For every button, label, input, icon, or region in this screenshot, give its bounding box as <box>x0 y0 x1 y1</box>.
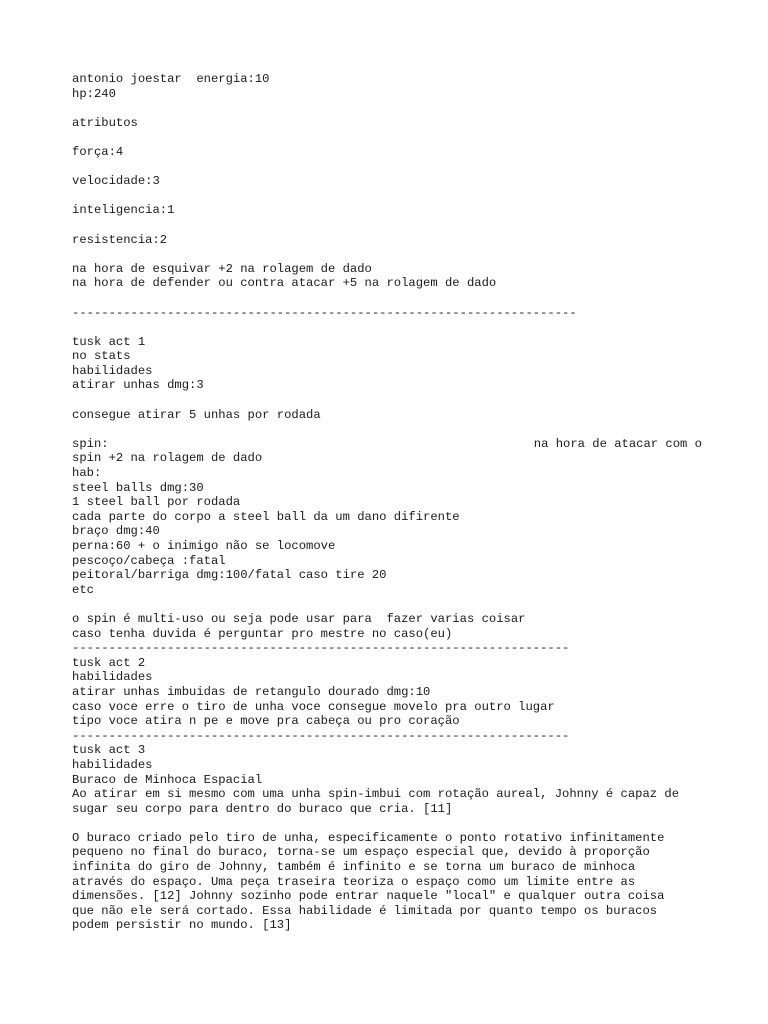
spin-bonus: spin +2 na rolagem de dado <box>72 451 263 466</box>
act3-wormhole-title: Buraco de Minhoca Espacial <box>72 772 263 787</box>
act2-example: tipo voce atira n pe e move pra cabeça ou pro coração <box>72 714 460 729</box>
divider-3: -------------------------------------------------------------------- <box>72 728 570 743</box>
act2-heading: tusk act 2 <box>72 655 146 670</box>
spin-label: spin: <box>72 436 109 451</box>
hp-line: hp:240 <box>72 86 116 101</box>
act3-para2-line4: através do espaço. Uma peça traseira teoriza o espaço como um limite entre as <box>72 874 636 889</box>
act3-para1-line1: Ao atirar em si mesmo com uma unha spin-imbui com rotação aureal, Johnny é capaz de <box>72 787 680 802</box>
act1-heading: tusk act 1 <box>72 334 146 349</box>
spin-multi-use-note: o spin é multi-uso ou seja pode usar para fazer varias coisar <box>72 611 526 626</box>
divider-2: -------------------------------------------------------------------- <box>72 641 570 656</box>
act1-abilities-heading: habilidades <box>72 363 153 378</box>
neck-head-damage: pescoço/cabeça :fatal <box>72 553 226 568</box>
act3-para2-line6: que não ele será cortado. Essa habilidade é limitada por quanto tempo os buracos <box>72 903 658 918</box>
etc-line: etc <box>72 582 94 597</box>
steel-ball-per-round: 1 steel ball por rodada <box>72 495 241 510</box>
steel-balls-dmg: steel balls dmg:30 <box>72 480 204 495</box>
act1-nails-per-round: consegue atirar 5 unhas por rodada <box>72 407 321 422</box>
act2-move-shot: caso voce erre o tiro de unha voce consegue movelo pra outro lugar <box>72 699 555 714</box>
act3-para2-line7: podem persistir no mundo. [13] <box>72 918 292 933</box>
act3-para2-line5: dimensões. [12] Johnny sozinho pode entrar naquele "local" e qualquer outra coisa <box>72 889 665 904</box>
act3-para2-line1: O buraco criado pelo tiro de unha, especificamente o ponto rotativo infinitamente <box>72 830 665 845</box>
ask-master-note: caso tenha duvida é perguntar pro mestre no caso(eu) <box>72 626 453 641</box>
act2-abilities-heading: habilidades <box>72 670 153 685</box>
act3-para2-line3: infinita do giro de Johnny, também é infinito e se torna um buraco de minhoca <box>72 860 636 875</box>
chest-belly-damage: peitoral/barriga dmg:100/fatal caso tire 20 <box>72 568 387 583</box>
attr-intelligence: inteligencia:1 <box>72 203 175 218</box>
act1-ability-nails: atirar unhas dmg:3 <box>72 378 204 393</box>
spin-attack-note: na hora de atacar com o <box>533 436 702 451</box>
act2-golden-nails: atirar unhas imbuidas de retangulo dourado dmg:10 <box>72 684 431 699</box>
attr-strength: força:4 <box>72 144 124 159</box>
act3-abilities-heading: habilidades <box>72 757 153 772</box>
spin-line <box>72 437 702 452</box>
defend-bonus: na hora de defender ou contra atacar +5 na rolagem de dado <box>72 276 497 291</box>
body-part-damage-note: cada parte do corpo a steel ball da um dano difirente <box>72 509 460 524</box>
act3-para1-line2: sugar seu corpo para dentro do buraco que cria. [11] <box>72 801 453 816</box>
leg-damage: perna:60 + o inimigo não se locomove <box>72 539 336 553</box>
act3-heading: tusk act 3 <box>72 743 146 758</box>
attr-speed: velocidade:3 <box>72 174 160 189</box>
act3-para2-line2: pequeno no final do buraco, torna-se um espaço especial que, devido à proporção <box>72 845 650 860</box>
attributes-heading: atributos <box>72 115 138 130</box>
character-name-energy: antonio joestar energia:10 <box>72 72 270 86</box>
arm-damage: braço dmg:40 <box>72 524 160 539</box>
attr-resistance: resistencia:2 <box>72 232 168 247</box>
divider-1: --------------------------------------------------------------------- <box>72 305 577 320</box>
act1-stats: no stats <box>72 349 131 364</box>
document-page <box>72 72 702 933</box>
dodge-bonus: na hora de esquivar +2 na rolagem de dado <box>72 261 372 276</box>
hab-heading: hab: <box>72 466 102 481</box>
